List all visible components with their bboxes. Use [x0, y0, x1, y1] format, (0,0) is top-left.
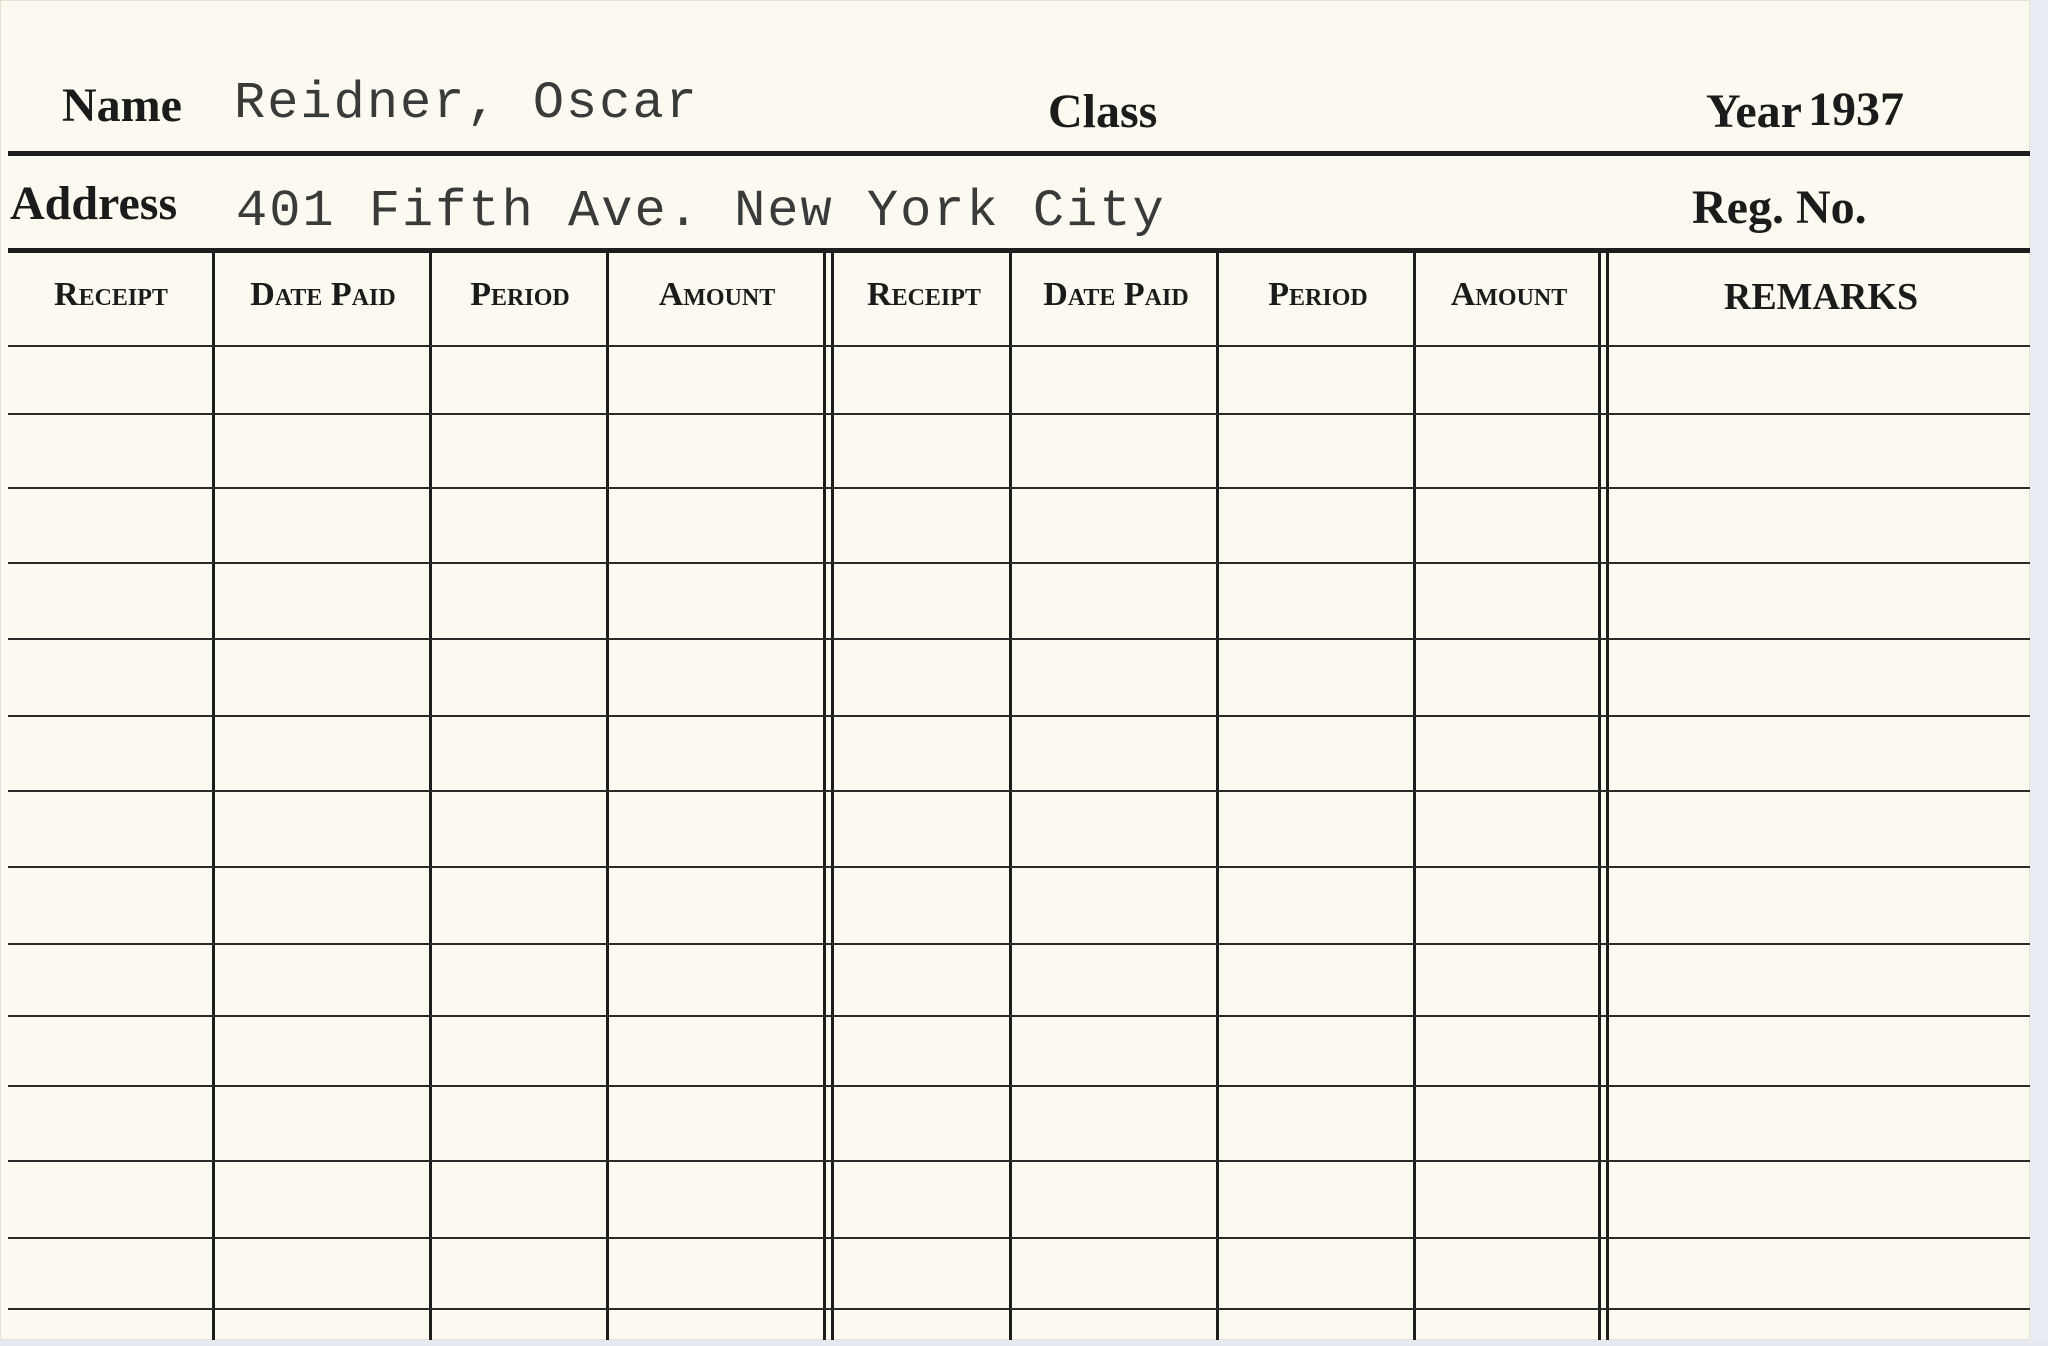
table-row-line: [8, 866, 2030, 868]
column-header-date-paid-2: Date Paid: [1043, 276, 1189, 313]
header-rule-bottom: [8, 248, 2030, 253]
year-label: Year: [1706, 85, 1802, 138]
address-label: Address: [10, 177, 178, 230]
table-row-line: [8, 1308, 2030, 1310]
table-row-line: [8, 1015, 2030, 1017]
table-row-line: [8, 413, 2030, 415]
scan-edge-bottom: [0, 1340, 2048, 1346]
column-header-receipt-1: Receipt: [54, 276, 168, 313]
name-value: Reidner, Oscar: [234, 74, 699, 133]
table-row-line: [8, 1237, 2030, 1239]
scan-edge: [2030, 0, 2048, 1346]
table-row-line: [8, 1160, 2030, 1162]
class-label: Class: [1048, 85, 1158, 138]
column-header-period-1: Period: [470, 276, 570, 313]
name-label: Name: [62, 79, 182, 132]
reg-no-label: Reg. No.: [1692, 181, 1867, 234]
header-rule-top: [8, 151, 2030, 156]
table-row-line: [8, 715, 2030, 717]
column-header-amount-1: Amount: [658, 276, 776, 313]
table-row-line: [8, 943, 2030, 945]
table-row-line: [8, 487, 2030, 489]
table-row-line: [8, 1085, 2030, 1087]
table-row-line: [8, 562, 2030, 564]
column-header-period-2: Period: [1268, 276, 1368, 313]
column-header-remarks: REMARKS: [1723, 276, 1919, 318]
year-value: 1937: [1808, 83, 1904, 136]
table-row-line: [8, 790, 2030, 792]
column-header-amount-2: Amount: [1450, 276, 1568, 313]
column-header-receipt-2: Receipt: [867, 276, 981, 313]
column-header-date-paid-1: Date Paid: [250, 276, 396, 313]
address-value: 401 Fifth Ave. New York City: [236, 182, 1166, 241]
table-row-line: [8, 638, 2030, 640]
table-row-line: [8, 345, 2030, 347]
